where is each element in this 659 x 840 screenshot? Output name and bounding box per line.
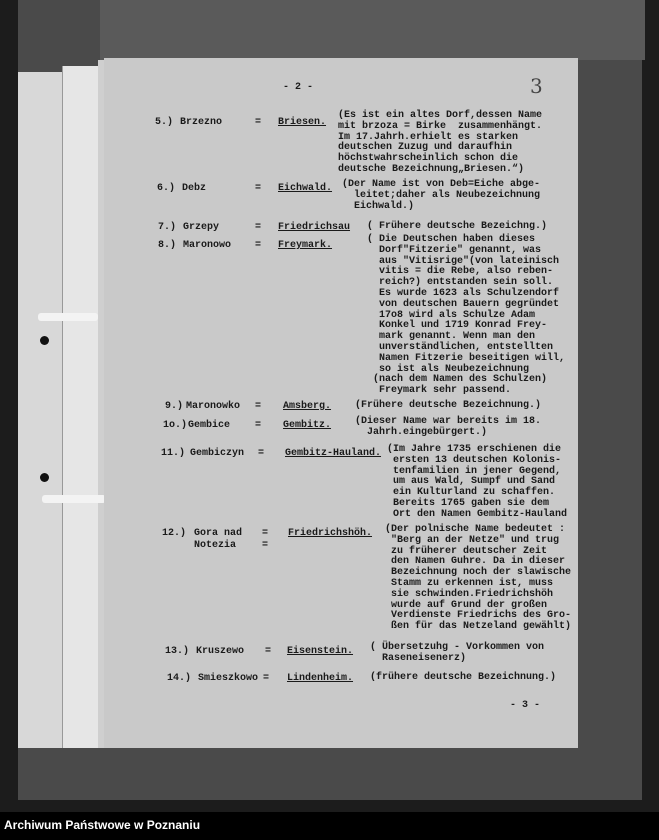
- note-line: (Es ist ein altes Dorf,dessen Name: [338, 110, 543, 121]
- note-line: ersten 13 deutschen Kolonis-: [387, 454, 562, 466]
- note-line: Stamm zu erkennen ist, muss: [385, 577, 554, 589]
- entry-note: [367, 235, 565, 397]
- note-line: unverständlichen, entstellten: [367, 341, 554, 353]
- equals-sign: =: [255, 222, 262, 233]
- equals-sign: =: [263, 673, 270, 684]
- note-line: Jahrh.eingebürgert.): [355, 426, 488, 438]
- german-name: Gembitz-Hauland.: [285, 448, 382, 459]
- entry-number: 5.): [155, 117, 174, 128]
- note-line: ( Die Deutschen haben dieses: [367, 234, 536, 245]
- note-line: ßen für das Netzeland gewählt): [385, 621, 572, 633]
- note-line: sie schwinden.Friedrichshöh: [385, 588, 554, 600]
- entry-number: 6.): [157, 183, 176, 194]
- entry-number: 8.): [158, 240, 177, 251]
- polish-name: Gembiczyn: [190, 448, 245, 459]
- note-line: Konkel und 1719 Konrad Frey-: [367, 320, 548, 332]
- note-line: mark genannt. Wenn man den: [367, 331, 536, 343]
- note-line: ( Frühere deutsche Bezeichng.): [367, 221, 548, 232]
- note-line: mit brzoza = Birke zusammenhängt.: [338, 120, 543, 132]
- note-line: den Namen Guhre. Da in dieser: [385, 556, 566, 568]
- polish-name: Debz: [182, 183, 207, 194]
- note-line: deutsche Bezeichnung„Briesen.“): [338, 163, 525, 175]
- polish-name: Grzepy: [183, 222, 220, 233]
- entry-note: [387, 445, 567, 521]
- note-line: aus "Vitisrige"(von lateinisch: [367, 255, 560, 267]
- equals-sign: =: [258, 448, 265, 459]
- note-line: Eichwald.): [342, 200, 415, 212]
- struck-page-number: - 2 -: [283, 82, 314, 93]
- polish-name: Gembice: [188, 420, 231, 431]
- entry-note: [370, 673, 556, 684]
- note-line: zu früherer deutscher Zeit: [385, 545, 548, 557]
- note-line: tenfamilien in jener Gegend,: [387, 465, 562, 477]
- entry-number: 12.): [162, 528, 187, 539]
- note-line: (Im Jahre 1735 erschienen die: [387, 444, 562, 455]
- entry-number: 13.): [165, 646, 190, 657]
- note-line: Dorf"Fitzerie" genannt, was: [367, 244, 542, 256]
- note-line: höchstwahrscheinlich schon die: [338, 153, 519, 165]
- note-line: Verdienste Friedrichs des Gro-: [385, 610, 572, 622]
- entry-number: 14.): [167, 673, 192, 684]
- note-line: Freymark sehr passend.: [367, 385, 512, 397]
- note-line: (nach dem Namen des Schulzen): [367, 374, 548, 386]
- note-line: deutschen Zuzug und daraufhin: [338, 142, 513, 154]
- note-line: so ist als Neubezeichnung: [367, 363, 530, 375]
- polish-name: Maronowko: [186, 401, 241, 412]
- note-line: ( Übersetzuhg - Vorkommen von: [370, 642, 545, 653]
- note-line: Es wurde 1623 als Schulzendorf: [367, 287, 560, 299]
- note-line: (frühere deutsche Bezeichnung.): [370, 672, 557, 683]
- entry-note: [338, 111, 542, 176]
- polish-name: Smieszkowo: [198, 673, 259, 684]
- german-name: Briesen.: [278, 117, 327, 128]
- german-name: Amsberg.: [283, 401, 332, 412]
- note-line: leitet;daher als Neubezeichnung: [342, 189, 541, 201]
- note-line: (Der polnische Name bedeutet :: [385, 524, 566, 535]
- entry-note: [342, 180, 540, 212]
- note-line: vitis = die Rebe, also reben-: [367, 266, 554, 278]
- note-line: ein Kulturland zu schaffen.: [387, 487, 556, 499]
- note-line: reich?) entstanden sein soll.: [367, 277, 554, 289]
- note-line: wurde auf Grund der großen: [385, 599, 548, 611]
- entry-note: [385, 525, 571, 633]
- binder-sheet: [18, 72, 62, 748]
- binder-clip: [42, 495, 106, 503]
- note-line: (Der Name ist von Deb=Eiche abge-: [342, 179, 541, 190]
- entry-note: [355, 417, 541, 439]
- note-line: (Frühere deutsche Bezeichnung.): [355, 400, 542, 411]
- note-line: "Berg an der Netze" und trug: [385, 534, 560, 546]
- entry-number: 11.): [161, 448, 186, 459]
- equals-sign: =: [255, 117, 262, 128]
- note-line: 17o8 wird als Schulze Adam: [367, 309, 536, 321]
- archive-label: Archiwum Państwowe w Poznaniu: [4, 818, 201, 832]
- german-name: Lindenheim.: [287, 673, 354, 684]
- note-line: Namen Fitzerie beseitigen will,: [367, 352, 566, 364]
- equals-sign: =: [255, 240, 262, 251]
- note-line: Raseneisenerz): [370, 652, 467, 664]
- note-line: (Dieser Name war bereits im 18.: [355, 416, 542, 427]
- equals-sign: = =: [262, 528, 269, 551]
- note-line: Bezeichnung noch der slawische: [385, 567, 572, 579]
- note-line: Im 17.Jahrh.erhielt es starken: [338, 131, 519, 143]
- note-line: Ort den Namen Gembitz-Hauland: [387, 508, 568, 520]
- german-name: Friedrichsau: [278, 222, 351, 233]
- polish-name: Brzezno: [180, 117, 223, 128]
- polish-name: Kruszewo: [196, 646, 245, 657]
- german-name: Eisenstein.: [287, 646, 354, 657]
- polish-name: Maronowo: [183, 240, 232, 251]
- note-line: von deutschen Bauern gegründet: [367, 298, 560, 310]
- binder-clip: [38, 313, 98, 321]
- note-line: um aus Wald, Sumpf und Sand: [387, 476, 556, 488]
- german-name: Eichwald.: [278, 183, 333, 194]
- entry-note: [367, 222, 547, 233]
- german-name: Freymark.: [278, 240, 333, 251]
- note-line: Bereits 1765 gaben sie dem: [387, 497, 550, 509]
- entry-number: 1o.): [163, 420, 188, 431]
- entry-note: [370, 643, 544, 665]
- entry-number: 7.): [158, 222, 177, 233]
- entry-number: 9.): [165, 401, 184, 412]
- equals-sign: =: [255, 420, 262, 431]
- scan-background-top: [100, 0, 645, 60]
- archive-footer: [0, 812, 659, 840]
- binder-sheet: [62, 66, 103, 748]
- equals-sign: =: [265, 646, 272, 657]
- entry-note: [355, 401, 541, 412]
- handwritten-page-number: 3: [530, 74, 543, 98]
- german-name: Friedrichshöh.: [288, 528, 373, 539]
- equals-sign: =: [255, 401, 262, 412]
- punch-hole: [40, 473, 49, 482]
- german-name: Gembitz.: [283, 420, 332, 431]
- polish-name: Gora nad Notezia: [194, 528, 243, 551]
- punch-hole: [40, 336, 49, 345]
- equals-sign: =: [255, 183, 262, 194]
- footer-page-number: - 3 -: [510, 700, 541, 711]
